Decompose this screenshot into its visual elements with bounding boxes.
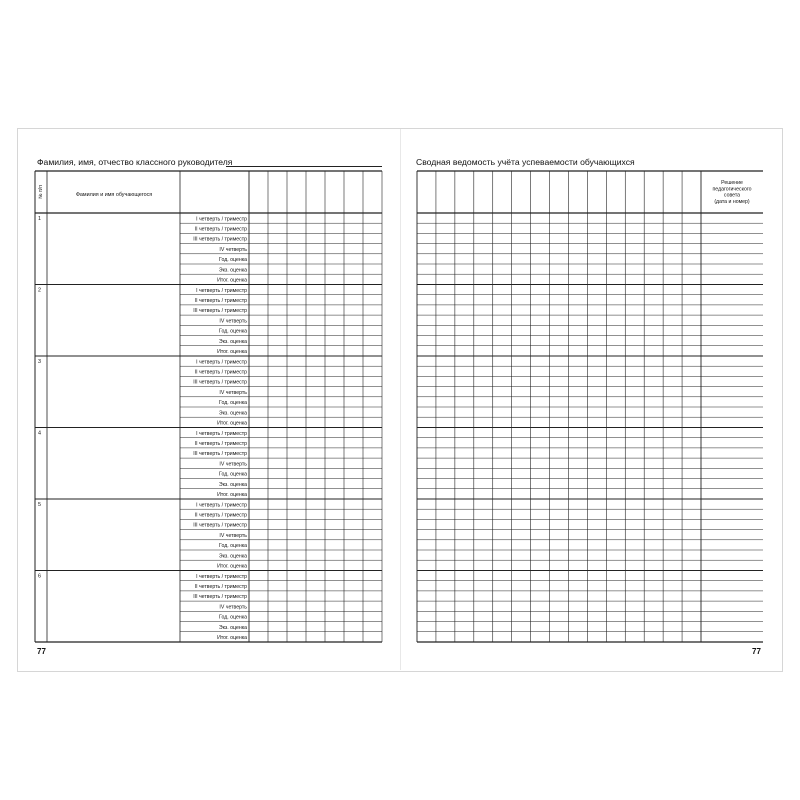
student-number: 1 bbox=[38, 216, 41, 222]
period-label: II четверть / триместр bbox=[194, 584, 247, 590]
decision-header-line: педагогического bbox=[712, 186, 752, 193]
period-label: I четверть / триместр bbox=[196, 359, 247, 366]
period-label: Год. оценка bbox=[219, 328, 247, 335]
left-page-title: Фамилия, имя, отчество классного руководителя bbox=[37, 157, 233, 167]
period-label: IV четверть bbox=[219, 318, 247, 325]
period-label: IV четверть bbox=[219, 461, 247, 468]
period-label: Год. оценка bbox=[219, 471, 247, 478]
period-label: IV четверть bbox=[219, 389, 247, 396]
period-label: III четверть / триместр bbox=[193, 379, 247, 386]
period-label: II четверть / триместр bbox=[194, 369, 247, 376]
period-label: Итог. оценка bbox=[217, 635, 247, 641]
period-label: I четверть / триместр bbox=[196, 573, 247, 580]
period-label: II четверть / триместр bbox=[194, 512, 247, 519]
header-number: № п/п bbox=[38, 185, 44, 199]
period-label: III четверть / триместр bbox=[193, 236, 247, 243]
period-label: Экз. оценка bbox=[218, 267, 247, 274]
period-label: Экз. оценка bbox=[218, 553, 247, 560]
period-label: I четверть / триместр bbox=[196, 502, 247, 509]
period-label: Итог. оценка bbox=[217, 349, 247, 355]
period-label: IV четверть bbox=[219, 532, 247, 539]
period-label: IV четверть bbox=[219, 246, 247, 253]
period-label: Год. оценка bbox=[219, 257, 247, 264]
period-label: Год. оценка bbox=[219, 400, 247, 407]
header-name: Фамилия и имя обучающегося bbox=[75, 192, 153, 198]
period-label: I четверть / триместр bbox=[196, 287, 247, 294]
period-label: I четверть / триместр bbox=[196, 216, 247, 223]
period-label: II четверть / триместр bbox=[194, 226, 247, 233]
student-number: 5 bbox=[38, 502, 41, 508]
period-label: Итог. оценка bbox=[217, 277, 247, 284]
decision-header-line: совета bbox=[723, 192, 741, 199]
period-label: Экз. оценка bbox=[218, 338, 247, 345]
period-label: III четверть / триместр bbox=[193, 308, 247, 315]
period-label: I четверть / триместр bbox=[196, 430, 247, 437]
period-label: III четверть / триместр bbox=[193, 594, 247, 601]
period-label: Экз. оценка bbox=[218, 410, 247, 417]
right-page-title: Сводная ведомость учёта успеваемости обучающихся bbox=[416, 157, 635, 167]
student-number: 6 bbox=[38, 573, 41, 580]
period-label: Год. оценка bbox=[219, 614, 247, 621]
right-page-number: 77 bbox=[752, 647, 761, 656]
student-number: 4 bbox=[38, 430, 41, 437]
period-label: Экз. оценка bbox=[218, 624, 247, 631]
period-label: Экз. оценка bbox=[218, 481, 247, 488]
period-label: III четверть / триместр bbox=[193, 451, 247, 458]
period-label: Итог. оценка bbox=[217, 492, 247, 498]
period-label: III четверть / триместр bbox=[193, 522, 247, 529]
decision-header-line: (дата и номер) bbox=[714, 198, 750, 205]
period-label: Год. оценка bbox=[219, 543, 247, 550]
period-label: IV четверть bbox=[219, 604, 247, 611]
period-label: II четверть / триместр bbox=[194, 441, 247, 447]
period-label: II четверть / триместр bbox=[194, 298, 247, 304]
student-number: 3 bbox=[38, 359, 41, 365]
period-label: Итог. оценка bbox=[217, 563, 247, 570]
period-label: Итог. оценка bbox=[217, 420, 247, 427]
student-number: 2 bbox=[38, 287, 41, 294]
decision-header-line: Решение bbox=[721, 180, 743, 186]
left-page-number: 77 bbox=[37, 647, 46, 656]
